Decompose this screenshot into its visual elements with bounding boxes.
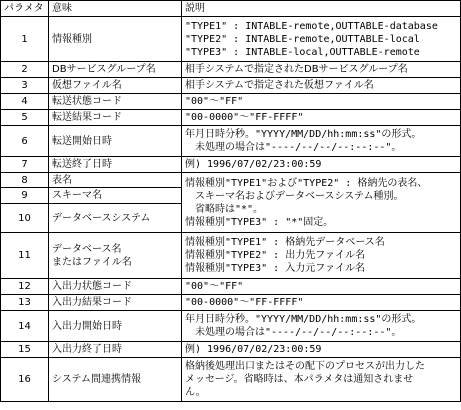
table-row xyxy=(1,342,461,358)
description-line: ん。 xyxy=(185,387,206,398)
param-description xyxy=(182,17,461,62)
param-name-line: またはファイル名 xyxy=(52,256,132,268)
param-number: 16 xyxy=(1,358,49,402)
description-line: メッセージ。省略時は、本パラメタは通知されませ xyxy=(185,374,414,385)
param-description xyxy=(182,126,461,157)
description-line: 年月日時分秒。"YYYY/MM/DD/hh:mm:ss"の形式。 xyxy=(185,314,422,325)
table-row xyxy=(1,157,461,173)
param-name xyxy=(49,233,182,279)
param-description xyxy=(182,173,461,233)
param-name: 情報種別 xyxy=(49,17,182,62)
param-number: 8 xyxy=(1,173,49,188)
table-row xyxy=(1,78,461,94)
param-number: 13 xyxy=(1,295,49,311)
param-name: 転送開始日時 xyxy=(49,126,182,157)
param-description: "00-0000"～"FF-FFFF" xyxy=(182,110,461,126)
param-name: 転送結果コード xyxy=(49,110,182,126)
param-number: 15 xyxy=(1,342,49,358)
description-line: "TYPE3" : INTABLE-local,OUTTABLE-remote xyxy=(185,46,420,58)
table-row xyxy=(1,295,461,311)
param-description: 相手システムで指定された仮想ファイル名 xyxy=(182,78,461,94)
param-name: 転送終了日時 xyxy=(49,157,182,173)
table-row xyxy=(1,62,461,78)
table-row xyxy=(1,173,461,188)
table-row xyxy=(1,94,461,110)
description-line: 情報種別"TYPE1"および"TYPE2" : 格納先の表名、 xyxy=(185,177,428,189)
param-description: "00"～"FF" xyxy=(182,94,461,110)
header-description: 説明 xyxy=(182,1,461,17)
param-number: 7 xyxy=(1,157,49,173)
param-description: "00-0000"～"FF-FFFF" xyxy=(182,295,461,311)
param-number: 2 xyxy=(1,62,49,78)
table-row xyxy=(1,110,461,126)
param-name: システム間連携情報 xyxy=(49,358,182,402)
param-number: 4 xyxy=(1,94,49,110)
description-line: 未処理の場合は"----/--/--/--:--:--"。 xyxy=(195,327,402,338)
param-name: 仮想ファイル名 xyxy=(49,78,182,94)
param-name: 入出力開始日時 xyxy=(49,311,182,342)
description-line: "TYPE2" : INTABLE-remote,OUTTABLE-local xyxy=(185,33,420,45)
table-row xyxy=(1,311,461,342)
param-description: 相手システムで指定されたDBサービスグループ名 xyxy=(182,62,461,78)
param-description xyxy=(182,233,461,279)
param-description: 例) 1996/07/02/23:00:59 xyxy=(182,342,461,358)
description-line: 格納後処理出口またはその配下のプロセスが出力した xyxy=(185,361,425,372)
table-row xyxy=(1,17,461,62)
param-number: 10 xyxy=(1,204,49,233)
param-number: 12 xyxy=(1,279,49,295)
param-number: 6 xyxy=(1,126,49,157)
description-line: "TYPE1" : INTABLE-remote,OUTTABLE-database xyxy=(185,20,438,32)
param-number: 14 xyxy=(1,311,49,342)
param-name: スキーマ名 xyxy=(49,188,182,204)
param-number: 3 xyxy=(1,78,49,94)
table-row xyxy=(1,233,461,279)
param-name: 入出力終了日時 xyxy=(49,342,182,358)
description-line: 未処理の場合は"----/--/--/--:--:--"。 xyxy=(195,142,402,153)
param-name: 入出力状態コード xyxy=(49,279,182,295)
param-number: 5 xyxy=(1,110,49,126)
param-name: データベースシステム xyxy=(49,204,182,233)
table-row xyxy=(1,358,461,402)
description-line: 情報種別"TYPE2" : 出力先ファイル名 xyxy=(185,250,366,261)
param-name: 入出力結果コード xyxy=(49,295,182,311)
header-meaning: 意味 xyxy=(49,1,182,17)
param-description xyxy=(182,358,461,402)
param-description xyxy=(182,311,461,342)
table-row xyxy=(1,279,461,295)
param-number: 11 xyxy=(1,233,49,279)
param-description: "00"～"FF" xyxy=(182,279,461,295)
description-line: 年月日時分秒。"YYYY/MM/DD/hh:mm:ss"の形式。 xyxy=(185,129,422,140)
table-row xyxy=(1,126,461,157)
param-name: 表名 xyxy=(49,173,182,188)
param-number: 1 xyxy=(1,17,49,62)
param-number: 9 xyxy=(1,188,49,204)
header-row xyxy=(1,1,461,17)
param-name: 転送状態コード xyxy=(49,94,182,110)
param-name-line: データベース名 xyxy=(52,243,122,255)
param-name: DBサービスグループ名 xyxy=(49,62,182,78)
description-line: 情報種別"TYPE3" : "*"固定。 xyxy=(185,216,334,228)
description-line: 情報種別"TYPE3" : 入力元ファイル名 xyxy=(185,263,366,274)
description-line: 省略時は"*"。 xyxy=(195,203,264,215)
param-description: 例) 1996/07/02/23:00:59 xyxy=(182,157,461,173)
description-line: 情報種別"TYPE1" : 格納先データベース名 xyxy=(185,237,385,248)
description-line: スキーマ名およびデータベースシステム種別。 xyxy=(195,190,404,202)
header-param: パラメタ xyxy=(1,1,49,17)
